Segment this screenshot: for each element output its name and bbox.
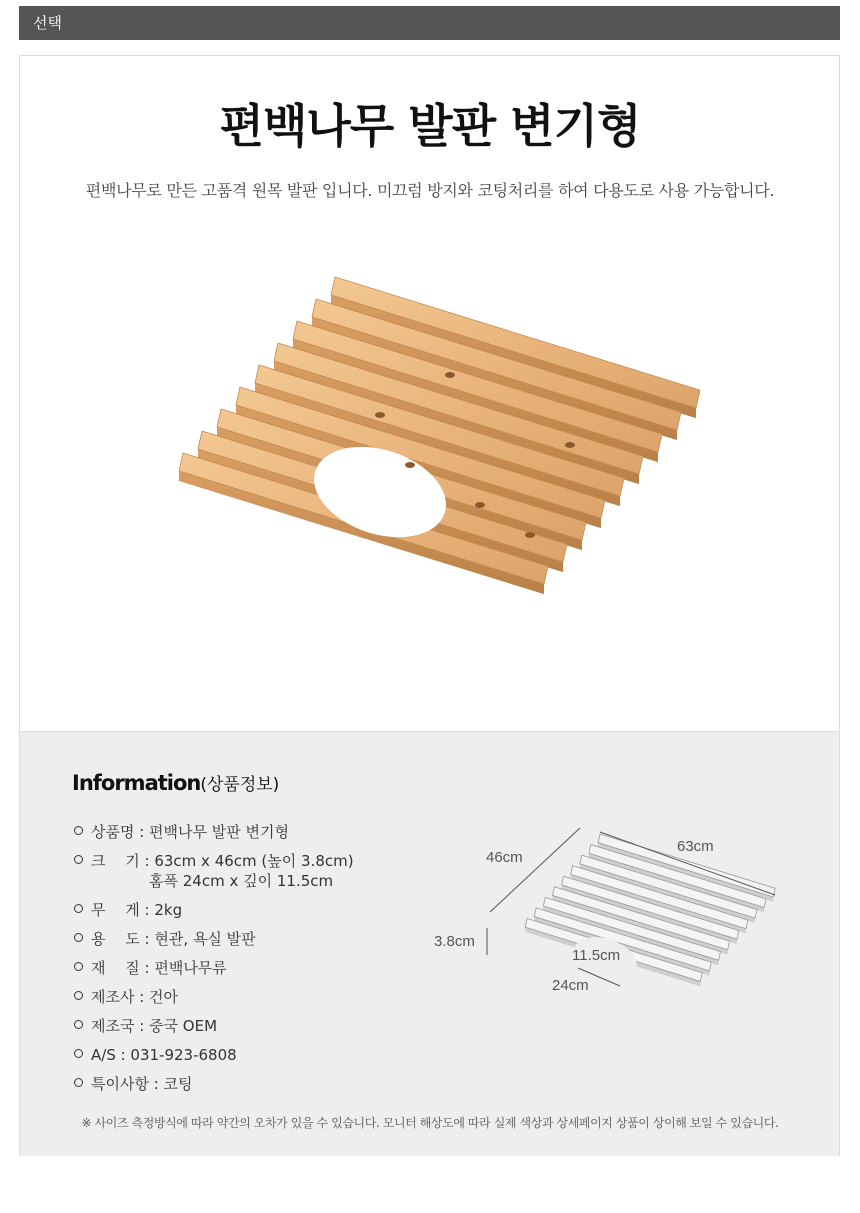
spec-item: 용 도 : 현관, 욕실 발판 bbox=[74, 929, 434, 958]
disclaimer-note: ※ 사이즈 측정방식에 따라 약간의 오차가 있을 수 있습니다. 모니터 해상도에 따라 실제 색상과 상세페이지 상품이 상이해 보일 수 있습니다. bbox=[81, 1116, 779, 1130]
wood-knot bbox=[405, 462, 415, 468]
bullet-circle-icon bbox=[74, 991, 83, 1000]
bullet-circle-icon bbox=[74, 826, 83, 835]
height-label: 3.8cm bbox=[434, 933, 475, 950]
spec-item: 재 질 : 편백나무류 bbox=[74, 958, 434, 987]
spec-item: 제조사 : 건아 bbox=[74, 987, 434, 1016]
notch-depth-label: 11.5cm bbox=[572, 947, 621, 964]
information-subtitle: (상품정보) bbox=[200, 775, 280, 795]
notch-width-label: 24cm bbox=[552, 977, 589, 994]
spec-item: 특이사항 : 코팅 bbox=[74, 1074, 434, 1103]
spec-item: 제조국 : 중국 OEM bbox=[74, 1016, 434, 1045]
wood-knot bbox=[375, 412, 385, 418]
bullet-circle-icon bbox=[74, 904, 83, 913]
width-label: 63cm bbox=[677, 838, 714, 855]
spec-item: 크 기 : 63cm x 46cm (높이 3.8cm) 홈폭 24cm x 깊이 11.5cm bbox=[74, 851, 434, 900]
spec-item: 무 게 : 2kg bbox=[74, 900, 434, 929]
bullet-circle-icon bbox=[74, 1078, 83, 1087]
product-description: 편백나무로 만든 고품격 원목 발판 입니다. 미끄럼 방지와 코팅처리를 하여 다용도로 사용 가능합니다. bbox=[85, 181, 775, 200]
information-heading bbox=[72, 770, 279, 795]
top-bar[interactable] bbox=[19, 6, 840, 40]
wood-knot bbox=[525, 532, 535, 538]
bullet-circle-icon bbox=[74, 1049, 83, 1058]
spec-list bbox=[74, 822, 434, 1103]
product-title: 편백나무 발판 변기형 bbox=[219, 99, 641, 153]
information-title: Information bbox=[72, 771, 201, 795]
spec-item: 상품명 : 편백나무 발판 변기형 bbox=[74, 822, 434, 851]
spec-item: A/S : 031-923-6808 bbox=[74, 1045, 434, 1074]
wood-knot bbox=[475, 502, 485, 508]
bullet-circle-icon bbox=[74, 962, 83, 971]
bullet-circle-icon bbox=[74, 855, 83, 864]
depth-label: 46cm bbox=[486, 849, 523, 866]
product-image bbox=[150, 265, 720, 675]
top-bar-label: 선택 bbox=[33, 14, 62, 32]
bullet-circle-icon bbox=[74, 1020, 83, 1029]
wood-knot bbox=[445, 372, 455, 378]
dimension-diagram bbox=[430, 820, 790, 1040]
wood-knot bbox=[565, 442, 575, 448]
bullet-circle-icon bbox=[74, 933, 83, 942]
